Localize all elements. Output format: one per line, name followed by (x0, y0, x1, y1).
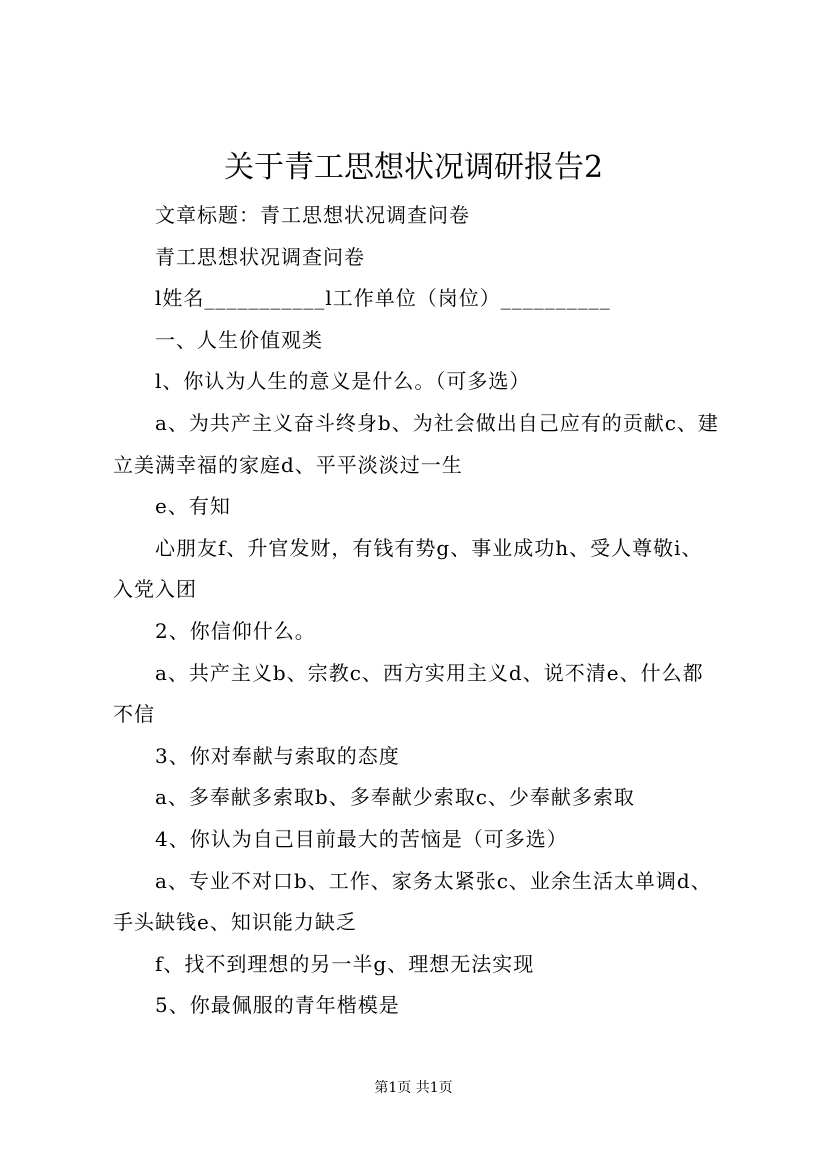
paragraph-question-3-options: a、多奉献多索取b、多奉献少索取c、少奉献多索取 (155, 785, 635, 810)
paragraph-question-2: 2、你信仰什么。 (155, 618, 316, 643)
paragraph-question-1: l、你认为人生的意义是什么。（可多选） (155, 369, 531, 394)
page-number-footer: 第1页 共1页 (374, 1080, 453, 1096)
paragraph-question-4: 4、你认为自己目前最大的苦恼是（可多选） (155, 826, 568, 851)
paragraph-article-title: 文章标题：青工思想状况调查问卷 (155, 203, 470, 227)
document-title: 关于青工思想状况调研报告2 (223, 150, 604, 185)
paragraph-name-and-unit: l姓名___________l工作单位（岗位）__________ (155, 286, 611, 311)
paragraph-question-2-options: a、共产主义b、宗教c、西方实用主义d、说不清e、什么都不信 (113, 660, 704, 727)
paragraph-question-4-options: a、专业不对口b、工作、家务太紧张c、业余生活太单调d、手头缺钱e、知识能力缺乏 (113, 868, 712, 935)
paragraph-question-3: 3、你对奉献与索取的态度 (155, 743, 400, 768)
paragraph-question-1-option-e: e、有知 (155, 494, 231, 519)
paragraph-question-4-options-cont: f、找不到理想的另一半g、理想无法实现 (155, 951, 535, 976)
paragraph-question-1-options-cont: 心朋友f、升官发财，有钱有势g、事业成功h、受人尊敬i、入党入团 (113, 535, 703, 602)
paragraph-question-1-options: a、为共产主义奋斗终身b、为社会做出自己应有的贡献c、建立美满幸福的家庭d、平平淡淡过一生 (113, 410, 719, 477)
paragraph-section-heading: 一、人生价值观类 (155, 327, 323, 352)
document-body (113, 195, 723, 1027)
paragraph-questionnaire-title: 青工思想状况调查问卷 (155, 244, 365, 269)
paragraph-question-5: 5、你最佩服的青年楷模是 (155, 993, 400, 1018)
